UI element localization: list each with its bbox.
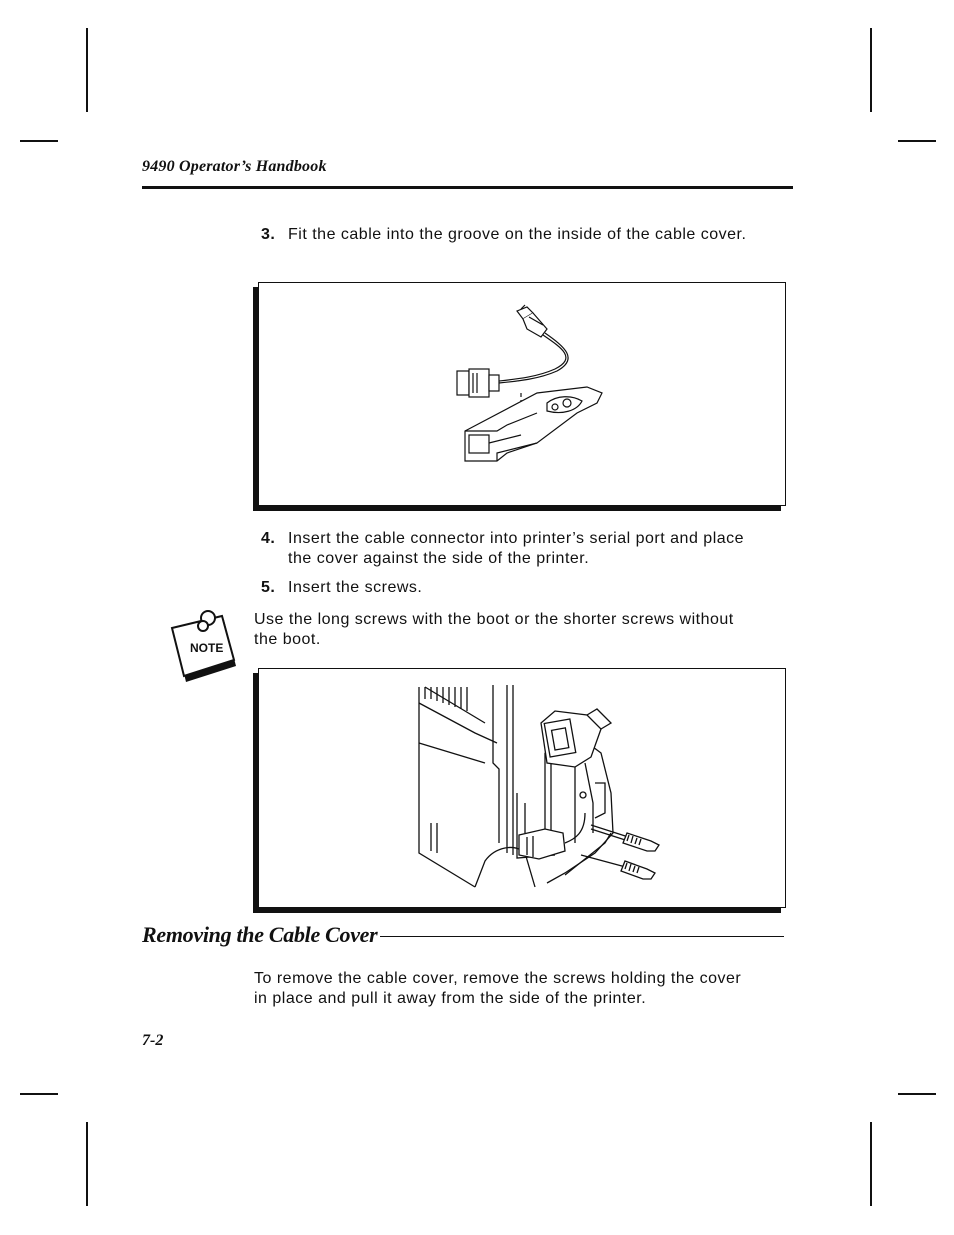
step-number: 3. bbox=[261, 226, 276, 243]
note-icon bbox=[170, 610, 242, 686]
printer-side-illustration bbox=[415, 683, 675, 893]
section-heading: Removing the Cable Cover bbox=[142, 922, 380, 948]
crop-mark bbox=[86, 1122, 88, 1206]
step-text: Insert the screws. bbox=[288, 579, 423, 596]
step-text: Fit the cable into the groove on the inside of the cable cover. bbox=[288, 226, 747, 243]
step-4 bbox=[261, 529, 761, 568]
note-icon-label: NOTE bbox=[190, 641, 224, 655]
crop-mark bbox=[20, 1093, 58, 1095]
step-5 bbox=[261, 578, 761, 598]
section-rule bbox=[380, 936, 784, 937]
step-3 bbox=[261, 225, 761, 245]
crop-mark bbox=[870, 28, 872, 112]
note-text: Use the long screws with the boot or the shorter screws without the boot. bbox=[254, 611, 734, 648]
step-number: 4. bbox=[261, 530, 276, 547]
figure-printer-screws bbox=[258, 668, 786, 908]
cable-cover-illustration bbox=[437, 303, 617, 483]
crop-mark bbox=[870, 1122, 872, 1206]
step-text: Insert the cable connector into printer’s serial port and place the cover against the side of the printer. bbox=[288, 530, 745, 567]
crop-mark bbox=[86, 28, 88, 112]
crop-mark bbox=[20, 140, 58, 142]
step-number: 5. bbox=[261, 579, 276, 596]
crop-mark bbox=[898, 1093, 936, 1095]
figure-cable-in-cover bbox=[258, 282, 786, 506]
page-number: 7-2 bbox=[142, 1032, 164, 1049]
section-paragraph: To remove the cable cover, remove the screws holding the cover in place and pull it away from the side of the printer. bbox=[254, 970, 742, 1007]
running-header: 9490 Operator’s Handbook bbox=[142, 158, 327, 175]
header-rule bbox=[142, 186, 793, 189]
crop-mark bbox=[898, 140, 936, 142]
